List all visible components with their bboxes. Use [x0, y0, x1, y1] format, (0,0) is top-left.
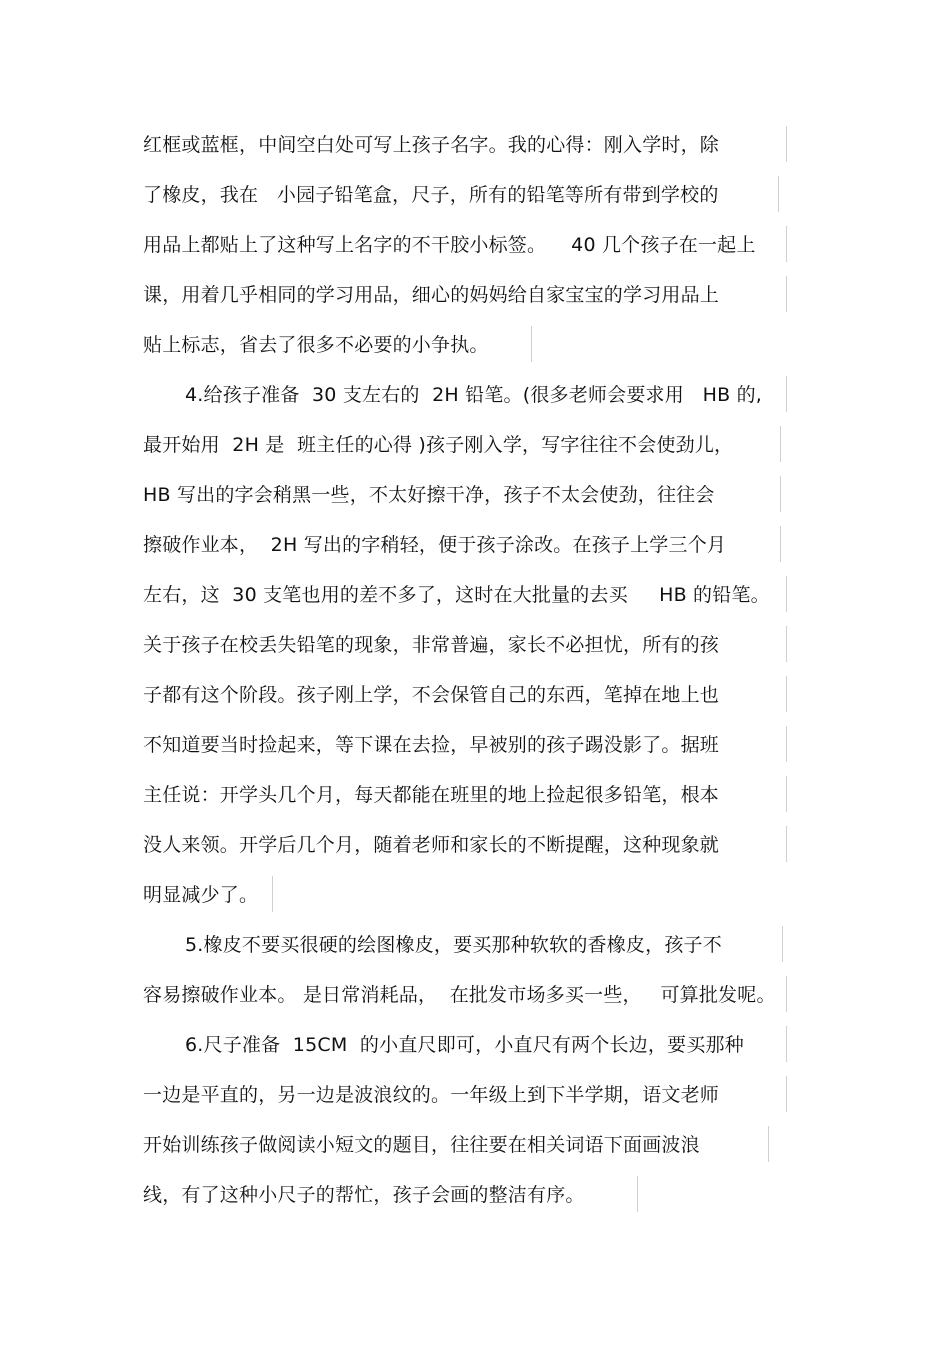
- text-line: 擦破作业本， 2H 写出的字稍轻，便于孩子涂改。在孩子上学三个月: [143, 534, 727, 556]
- line-end-rule: [780, 476, 781, 512]
- text-line: 4.给孩子准备 30 支左右的 2H 铅笔。(很多老师会要求用 HB 的,: [185, 384, 763, 406]
- line-end-rule: [786, 626, 787, 662]
- text-line: 6.尺子准备 15CM 的小直尺即可，小直尺有两个长边，要买那种: [185, 1034, 744, 1056]
- text-line: 子都有这个阶段。孩子刚上学，不会保管自己的东西，笔掉在地上也: [143, 684, 720, 706]
- line-end-rule: [786, 276, 787, 312]
- line-end-rule: [786, 1076, 787, 1112]
- line-end-rule: [786, 726, 787, 762]
- line-end-rule: [786, 576, 787, 612]
- line-end-rule: [786, 976, 787, 1012]
- text-line: 容易擦破作业本。 是日常消耗品， 在批发市场多买一些， 可算批发呢。: [143, 984, 776, 1006]
- text-line: 没人来领。开学后几个月，随着老师和家长的不断提醒，这种现象就: [143, 834, 720, 856]
- text-line: 左右，这 30 支笔也用的差不多了，这时在大批量的去买 HB 的铅笔。: [143, 584, 770, 606]
- text-line: HB 写出的字会稍黑一些，不太好擦干净，孩子不太会使劲，往往会: [143, 484, 715, 506]
- text-line: 课，用着几乎相同的学习用品，细心的妈妈给自家宝宝的学习用品上: [143, 284, 720, 306]
- text-line: 5.橡皮不要买很硬的绘图橡皮，要买那种软软的香橡皮，孩子不: [185, 934, 722, 956]
- text-line: 用品上都贴上了这种写上名字的不干胶小标签。 40 几个孩子在一起上: [143, 234, 756, 256]
- line-end-rule: [637, 1176, 638, 1212]
- text-line: 了橡皮，我在 小园子铅笔盒，尺子，所有的铅笔等所有带到学校的: [143, 184, 719, 206]
- line-end-rule: [786, 1026, 787, 1062]
- line-end-rule: [531, 326, 532, 362]
- text-line: 红框或蓝框，中间空白处可写上孩子名字。我的心得：刚入学时，除: [143, 134, 720, 156]
- line-end-rule: [768, 1126, 769, 1162]
- line-end-rule: [786, 776, 787, 812]
- line-end-rule: [786, 826, 787, 862]
- text-line: 主任说：开学头几个月，每天都能在班里的地上捡起很多铅笔，根本: [143, 784, 720, 806]
- line-end-rule: [786, 226, 787, 262]
- text-line: 明显减少了。: [143, 884, 259, 906]
- text-line: 开始训练孩子做阅读小短文的题目，往往要在相关词语下面画波浪: [143, 1134, 700, 1156]
- line-end-rule: [782, 926, 783, 962]
- line-end-rule: [778, 176, 779, 212]
- text-line: 最开始用 2H 是 班主任的心得 )孩子刚入学，写字往往不会使劲儿，: [143, 434, 734, 456]
- text-line: 一边是平直的，另一边是波浪纹的。一年级上到下半学期，语文老师: [143, 1084, 720, 1106]
- line-end-rule: [786, 376, 787, 412]
- text-line: 线，有了这种小尺子的帮忙，孩子会画的整洁有序。: [143, 1184, 585, 1206]
- line-end-rule: [780, 426, 781, 462]
- line-end-rule: [786, 676, 787, 712]
- text-line: 关于孩子在校丢失铅笔的现象，非常普遍，家长不必担忧，所有的孩: [143, 634, 720, 656]
- line-end-rule: [272, 876, 273, 912]
- line-end-rule: [786, 126, 787, 162]
- text-line: 不知道要当时捡起来，等下课在去捡，早被别的孩子踢没影了。据班: [143, 734, 720, 756]
- text-line: 贴上标志，省去了很多不必要的小争执。: [143, 334, 489, 356]
- line-end-rule: [780, 526, 781, 562]
